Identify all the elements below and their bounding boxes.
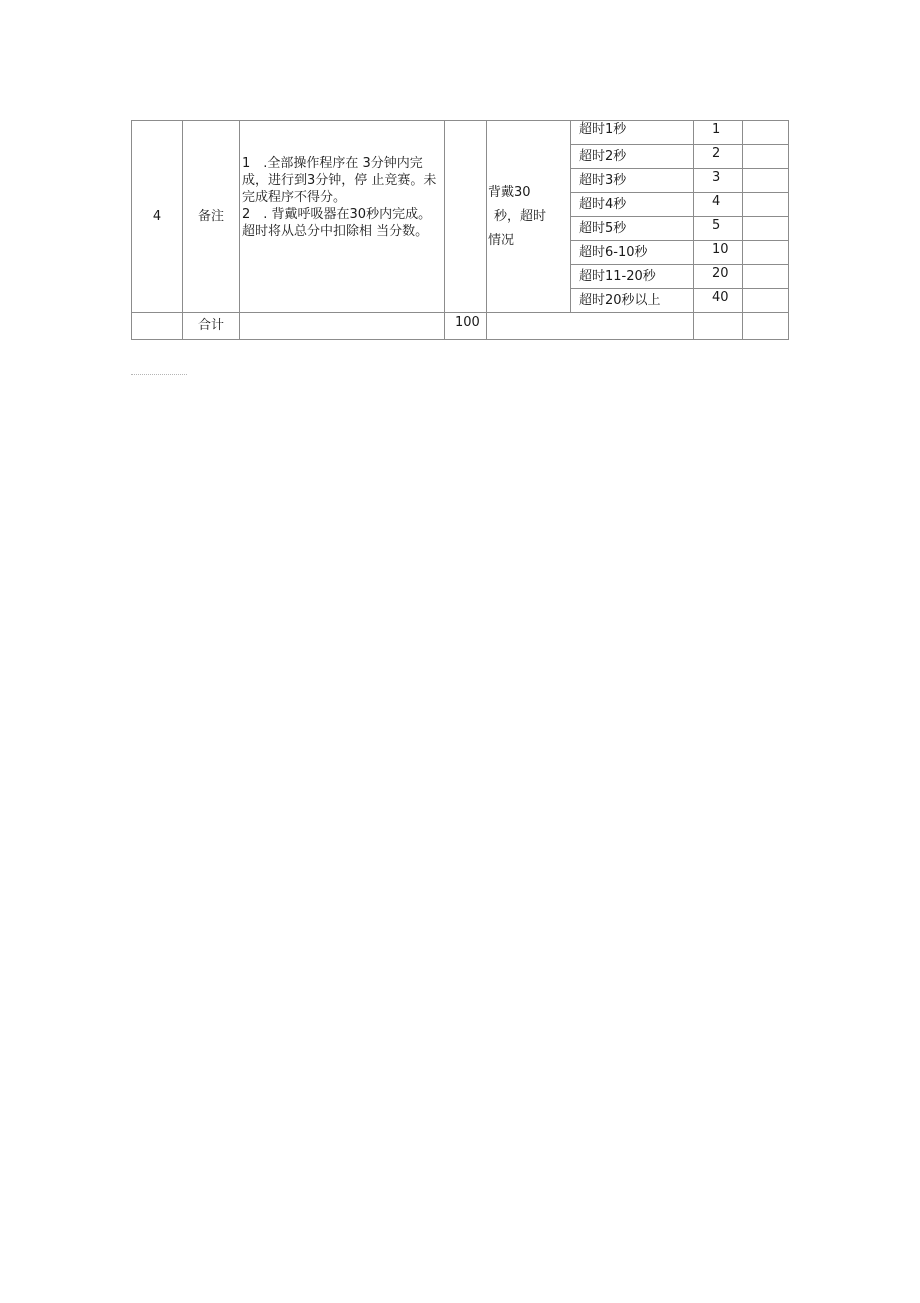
item-score: 10 — [694, 241, 743, 265]
empty-cell — [743, 265, 789, 289]
item-label: 超时2秒 — [571, 145, 694, 169]
remark-1: 1 .全部操作程序在 3分钟内完成，进行到3分钟，停 止竞赛。未完成程序不得分。 — [242, 156, 437, 205]
empty-cell — [743, 169, 789, 193]
item-label: 超时3秒 — [571, 169, 694, 193]
scoring-table — [131, 120, 789, 340]
empty-cell — [743, 217, 789, 241]
empty-cell — [743, 241, 789, 265]
empty-cell — [132, 313, 183, 340]
empty-cell — [487, 313, 694, 340]
category-cell — [487, 121, 571, 313]
empty-score-cell — [445, 121, 487, 313]
item-score: 1 — [694, 121, 743, 145]
empty-cell — [743, 121, 789, 145]
empty-cell — [694, 313, 743, 340]
item-label: 超时6-10秒 — [571, 241, 694, 265]
footnote-divider — [131, 374, 187, 375]
empty-cell — [743, 289, 789, 313]
row-label-remarks: 备注 — [183, 121, 240, 313]
item-label: 超时4秒 — [571, 193, 694, 217]
item-label: 超时5秒 — [571, 217, 694, 241]
item-label: 超时20秒以上 — [571, 289, 694, 313]
remarks-text — [240, 121, 445, 313]
item-score: 20 — [694, 265, 743, 289]
empty-cell — [743, 313, 789, 340]
category-line: 秒，超时 — [494, 208, 547, 224]
item-label: 超时11-20秒 — [571, 265, 694, 289]
total-row — [132, 313, 789, 340]
item-score: 40 — [694, 289, 743, 313]
item-score: 2 — [694, 145, 743, 169]
row-index: 4 — [132, 121, 183, 313]
table-row — [132, 121, 789, 145]
category-line: 背戴30 — [488, 184, 531, 200]
item-score: 4 — [694, 193, 743, 217]
empty-cell — [240, 313, 445, 340]
category-line: 情况 — [488, 232, 515, 248]
empty-cell — [743, 193, 789, 217]
empty-cell — [743, 145, 789, 169]
item-score: 3 — [694, 169, 743, 193]
remark-2: 2 . 背戴呼吸器在30秒内完成。超时将从总分中扣除相 当分数。 — [242, 207, 432, 239]
total-label: 合计 — [183, 313, 240, 340]
total-score: 100 — [445, 313, 487, 340]
item-score: 5 — [694, 217, 743, 241]
item-label: 超时1秒 — [571, 121, 694, 145]
